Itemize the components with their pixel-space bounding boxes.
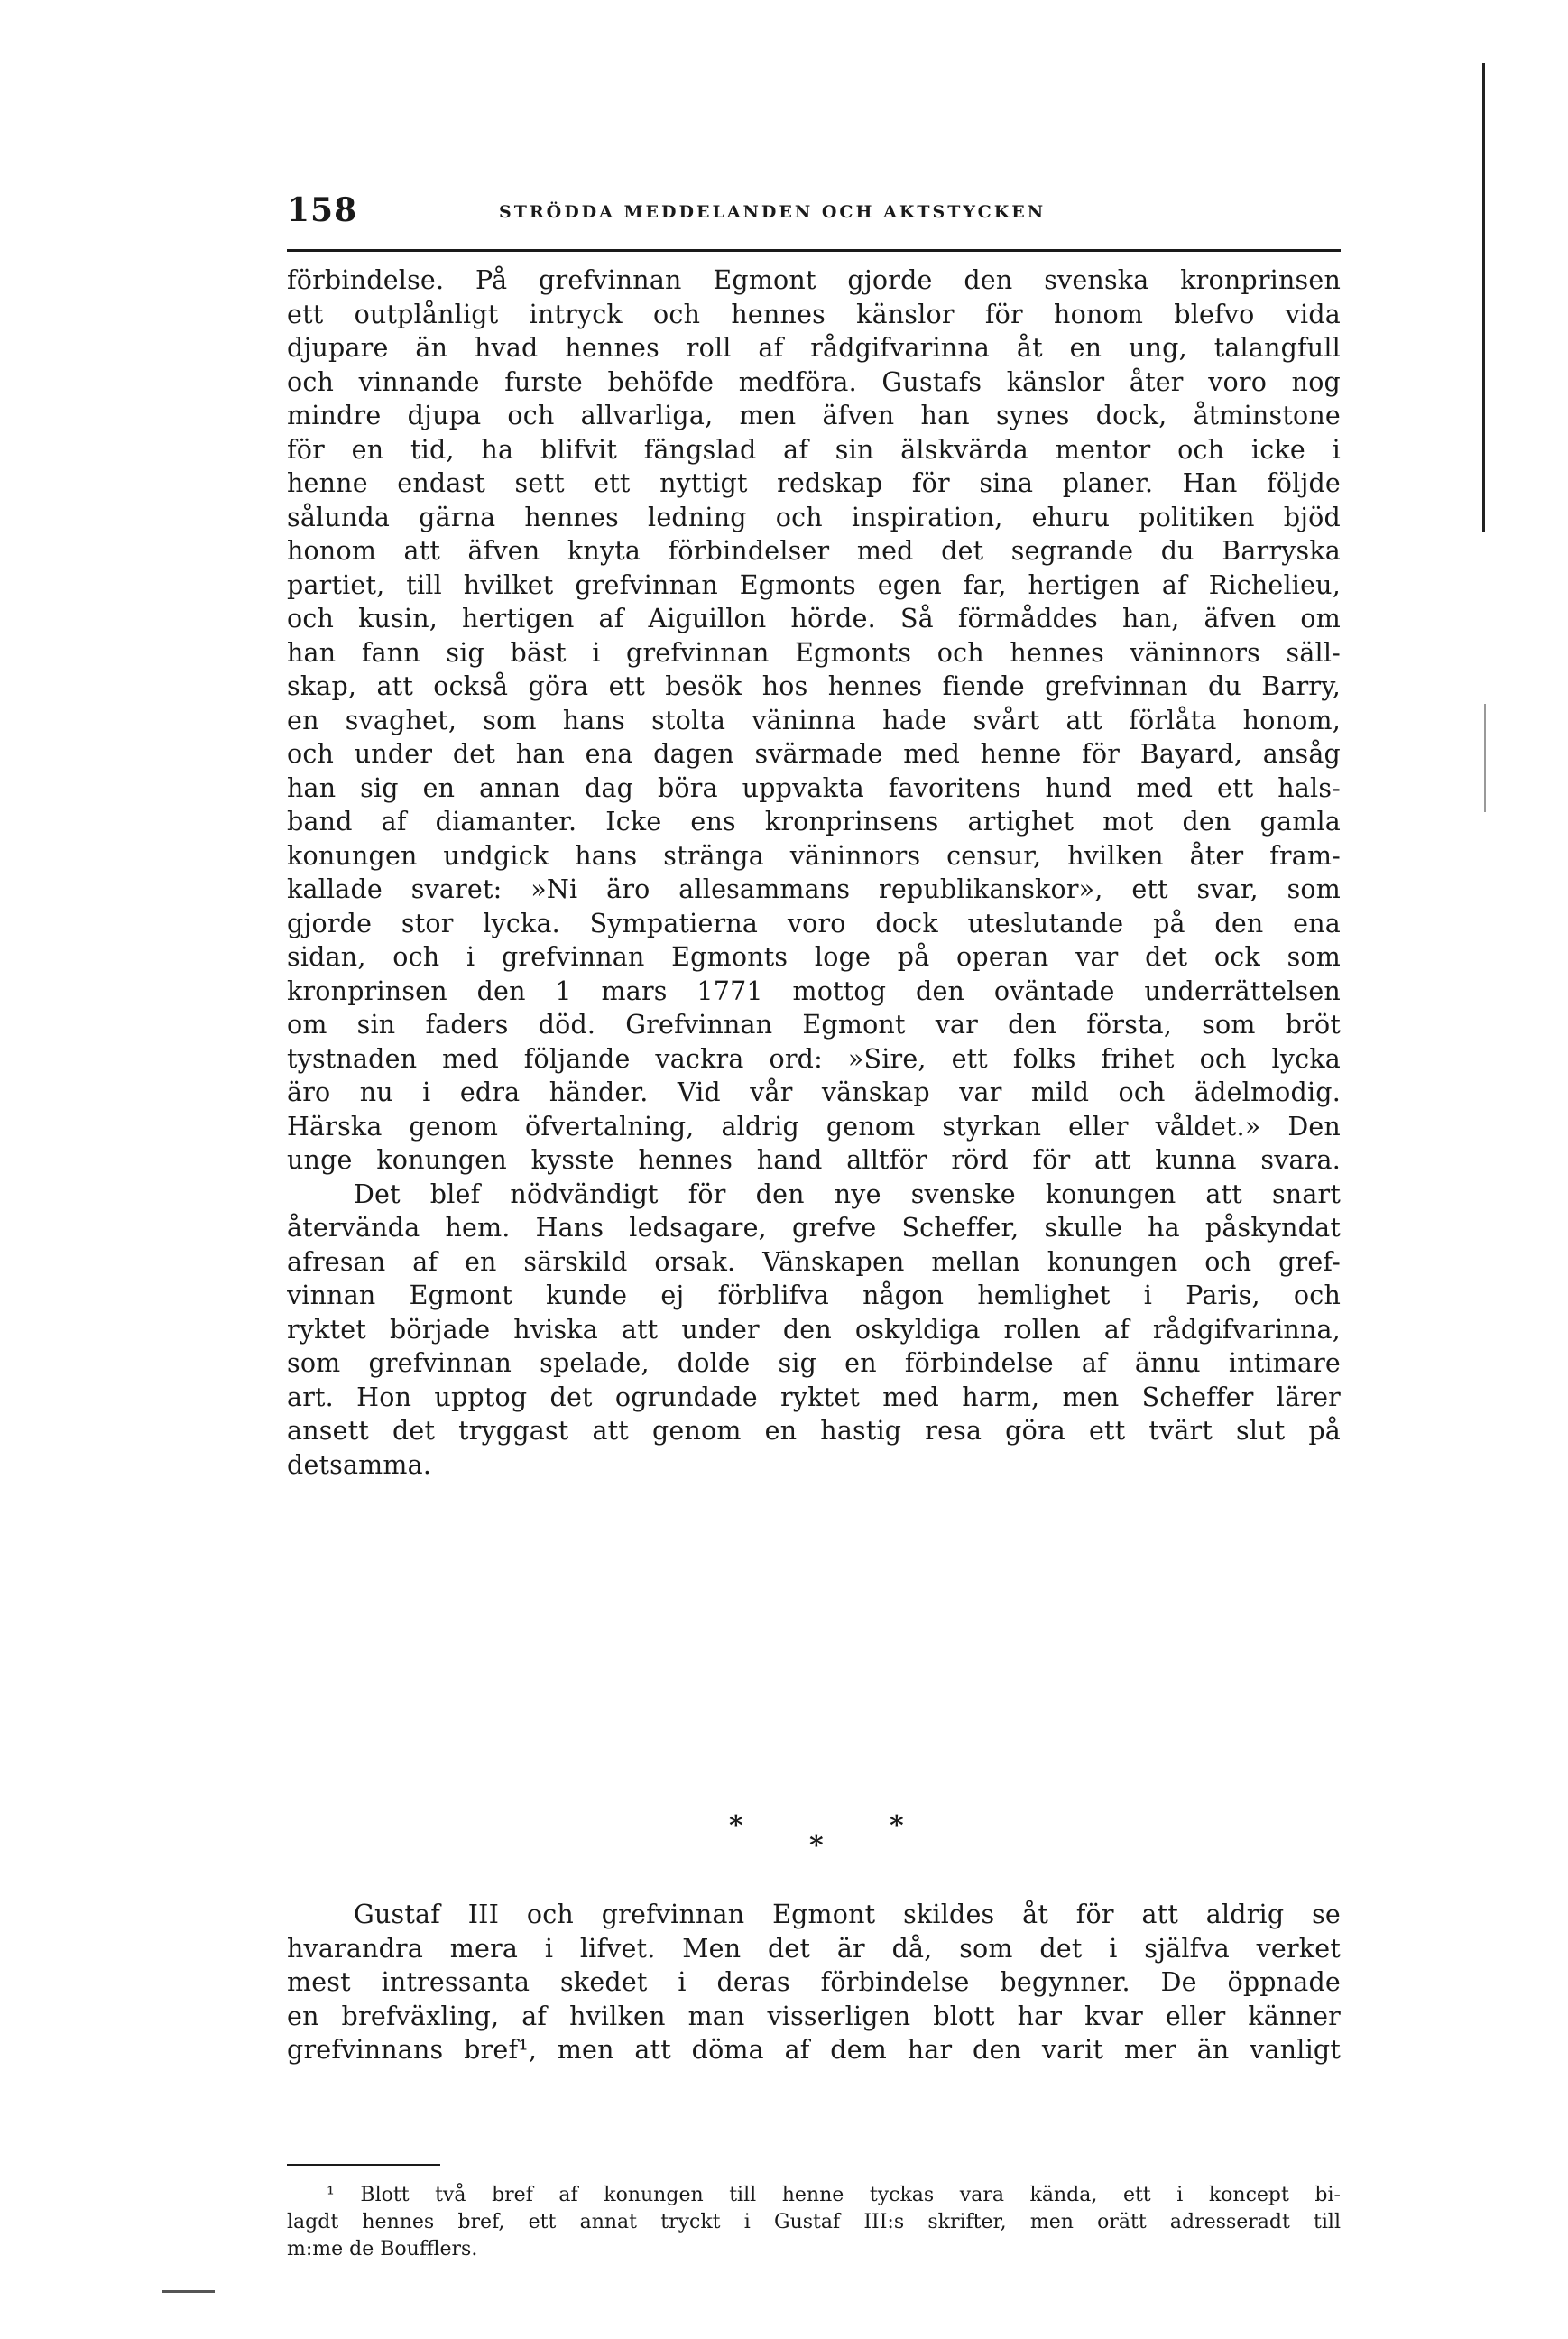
text-line: band af diamanter. Icke ens kronprinsens artighet mot den gamla <box>287 807 1341 837</box>
footnote-line: ¹ Blott två bref af konungen till henne tyckas vara kända, ett i koncept bi- <box>327 2184 1341 2206</box>
text-line: skap, att också göra ett besök hos hennes fiende grefvinnan du Barry, <box>287 671 1341 701</box>
text-line: Gustaf III och grefvinnan Egmont skildes åt för att aldrig se <box>354 1900 1341 1929</box>
scan-artifact-mark <box>162 2290 215 2293</box>
section-two-text <box>287 1898 1341 2067</box>
divider-star: * <box>890 1810 904 1842</box>
divider-star: * <box>729 1810 743 1842</box>
text-line: återvända hem. Hans ledsagare, grefve Scheffer, skulle ha påskyndat <box>287 1213 1341 1243</box>
text-line: tystnaden med följande vackra ord: »Sire, ett folks frihet och lycka <box>287 1043 1341 1074</box>
text-line: Det blef nödvändigt för den nye svenske konungen att snart <box>354 1179 1341 1209</box>
text-line: honom att äfven knyta förbindelser med det segrande du Barryska <box>287 536 1341 566</box>
text-line: grefvinnans bref¹, men att döma af dem har den varit mer än vanligt <box>287 2035 1341 2065</box>
text-line: konungen undgick hans stränga väninnors censur, hvilken åter fram- <box>287 840 1341 871</box>
divider-star: * <box>809 1830 824 1862</box>
text-line: kallade svaret: »Ni äro allesammans republikanskor», ett svar, som <box>287 874 1341 904</box>
text-line: djupare än hvad hennes roll af rådgifvarinna åt en ung, talangfull <box>287 333 1341 363</box>
text-line: som grefvinnan spelade, dolde sig en förbindelse af ännu intimare <box>287 1348 1341 1378</box>
text-line: unge konungen kysste hennes hand alltför rörd för att kunna svara. <box>287 1145 1341 1175</box>
text-line: en brefväxling, af hvilken man visserligen blott har kvar eller känner <box>287 2001 1341 2031</box>
page-edge-rule <box>1482 63 1485 532</box>
text-line: mindre djupa och allvarliga, men äfven han synes dock, åtminstone <box>287 401 1341 430</box>
text-line: henne endast sett ett nyttigt redskap för sina planer. Han följde <box>287 468 1341 498</box>
text-line: äro nu i edra händer. Vid vår vänskap var mild och ädelmodig. <box>287 1077 1341 1107</box>
text-line: partiet, till hvilket grefvinnan Egmonts egen far, hertigen af Richelieu, <box>287 569 1341 600</box>
text-line: ansett det tryggast att genom en hastig resa göra ett tvärt slut på <box>287 1416 1341 1446</box>
text-line: sålunda gärna hennes ledning och inspiration, ehuru politiken bjöd <box>287 502 1341 532</box>
text-line: hvarandra mera i lifvet. Men det är då, som det i själfva verket <box>287 1933 1341 1964</box>
text-line: en svaghet, som hans stolta väninna hade svårt att förlåta honom, <box>287 705 1341 735</box>
text-line: om sin faders död. Grefvinnan Egmont var den första, som bröt <box>287 1010 1341 1040</box>
footnote <box>287 2182 1341 2263</box>
footnote-divider <box>287 2164 440 2166</box>
text-line: och vinnande furste behöfde medföra. Gustafs känslor åter voro nog <box>287 366 1341 397</box>
text-line: vinnan Egmont kunde ej förblifva någon hemlighet i Paris, och <box>287 1280 1341 1310</box>
main-text <box>287 263 1341 1482</box>
text-line: ett outplånligt intryck och hennes känslor för honom blefvo vida <box>287 299 1341 329</box>
text-line: han sig en annan dag böra uppvakta favoritens hund med ett hals- <box>287 772 1341 803</box>
text-line: ryktet började hviska att under den oskyldiga rollen af rådgifvarinna, <box>287 1314 1341 1345</box>
text-line: han fann sig bäst i grefvinnan Egmonts och hennes väninnors säll- <box>287 637 1341 668</box>
section-divider-stars <box>287 1810 1341 1864</box>
text-line: art. Hon upptog det ogrundade ryktet med harm, men Scheffer lärer <box>287 1382 1341 1412</box>
running-head: STRÖDDA MEDDELANDEN OCH AKTSTYCKEN <box>499 202 1047 222</box>
text-line: sidan, och i grefvinnan Egmonts loge på operan var det ock som <box>287 942 1341 972</box>
text-line: Härska genom öfvertalning, aldrig genom styrkan eller våldet.» Den <box>287 1111 1341 1142</box>
page-number: 158 <box>287 191 358 229</box>
text-line: för en tid, ha blifvit fängslad af sin älskvärda mentor och icke i <box>287 434 1341 465</box>
text-line: kronprinsen den 1 mars 1771 mottog den oväntade underrättelsen <box>287 975 1341 1006</box>
text-line: afresan af en särskild orsak. Vänskapen mellan konungen och gref- <box>287 1246 1341 1277</box>
page-edge-rule-lower <box>1484 704 1486 812</box>
text-line: mest intressanta skedet i deras förbindelse begynner. De öppnade <box>287 1967 1341 1997</box>
footnote-line: m:me de Boufflers. <box>287 2238 478 2260</box>
text-line: gjorde stor lycka. Sympatierna voro dock uteslutande på den ena <box>287 908 1341 938</box>
page-header <box>287 191 1341 252</box>
text-line: förbindelse. På grefvinnan Egmont gjorde den svenska kronprinsen <box>287 265 1341 295</box>
text-line: detsamma. <box>287 1449 432 1480</box>
footnote-line: lagdt hennes bref, ett annat tryckt i Gustaf III:s skrifter, men orätt adresseradt till <box>287 2211 1341 2233</box>
text-line: och kusin, hertigen af Aiguillon hörde. Så förmåddes han, äfven om <box>287 604 1341 633</box>
text-line: och under det han ena dagen svärmade med henne för Bayard, ansåg <box>287 739 1341 769</box>
